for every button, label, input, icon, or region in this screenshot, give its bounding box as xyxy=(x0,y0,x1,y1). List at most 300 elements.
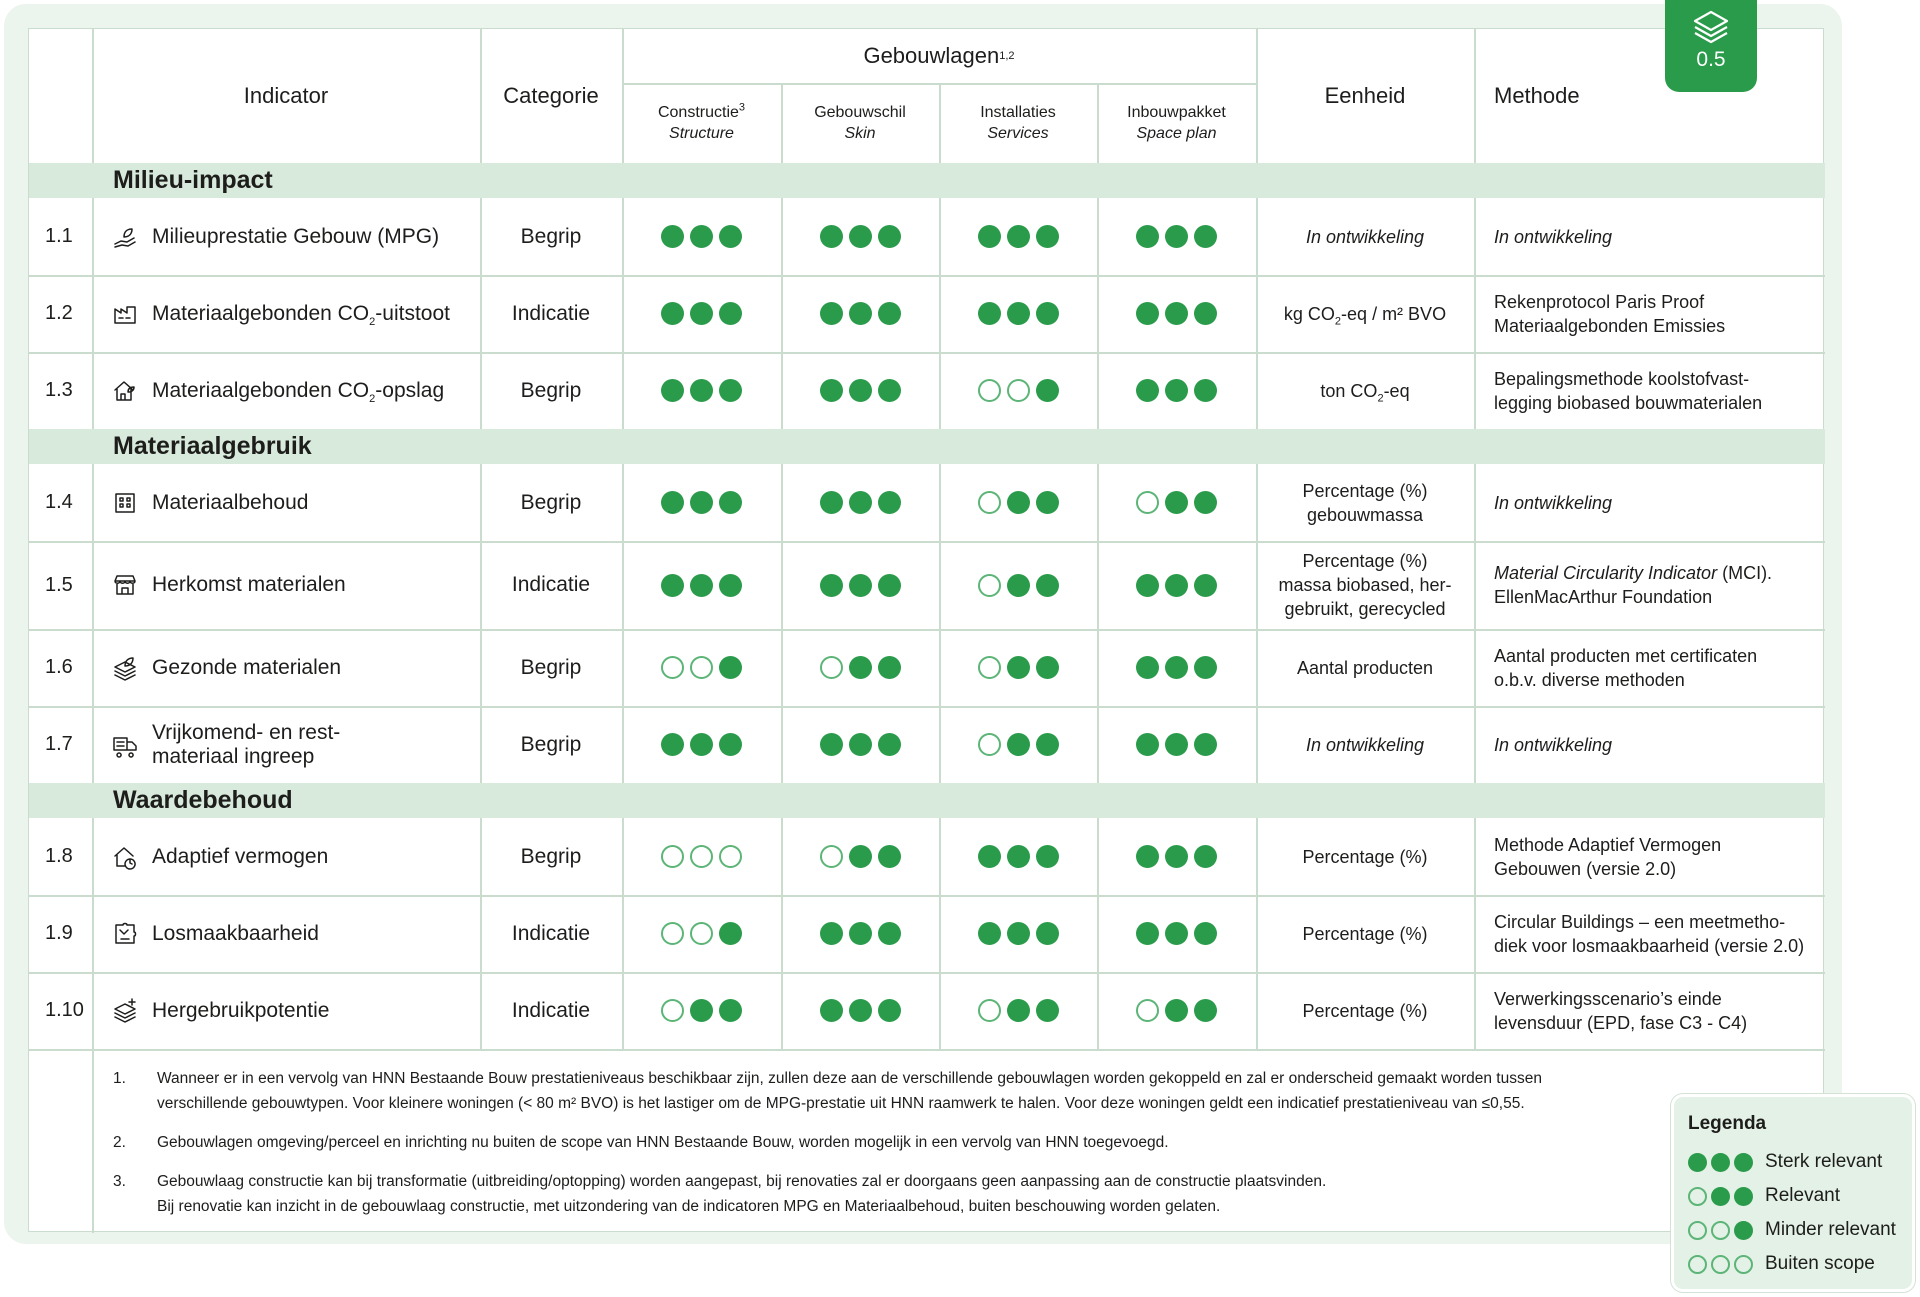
header-indicator-label: Indicator xyxy=(243,83,329,108)
footnote-number: 3. xyxy=(113,1173,126,1190)
relevance-dots xyxy=(978,491,1059,514)
filled-dot xyxy=(1036,656,1059,679)
category-label: Begrip xyxy=(520,490,582,514)
filled-dot xyxy=(1036,574,1059,597)
empty-dot xyxy=(1136,491,1159,514)
filled-dot xyxy=(849,999,872,1022)
relevance-dots xyxy=(1688,1187,1753,1206)
legend-item xyxy=(1688,1213,1898,1247)
section-title: Materiaalgebruik xyxy=(113,432,312,460)
layer-name-en: Structure xyxy=(669,125,734,142)
empty-dot xyxy=(1136,999,1159,1022)
layer-relevance xyxy=(622,464,781,541)
layer-relevance xyxy=(939,541,1097,629)
footnote-text: Bij renovatie kan inzicht in de gebouwlaag constructie, met uitzondering van de indicatoren MPG en Materiaalbehoud, buiten beschouwing worden gelaten. xyxy=(157,1198,1221,1215)
header-indicator xyxy=(92,29,480,163)
filled-dot xyxy=(690,733,713,756)
filled-dot xyxy=(661,302,684,325)
footnote-text: Gebouwlaag constructie kan bij transformatie (uitbreiding/optopping) worden aangepast, bij renovaties zal er doorgaans geen aanpassing aan de constructie plaatsvinden. xyxy=(157,1173,1327,1190)
layer-name-nl: Inbouwpakket xyxy=(1127,104,1226,121)
method xyxy=(1474,629,1825,706)
layer-relevance xyxy=(622,972,781,1049)
layer-relevance xyxy=(1097,464,1256,541)
filled-dot xyxy=(661,733,684,756)
filled-dot xyxy=(849,225,872,248)
filled-dot xyxy=(1036,999,1059,1022)
method-text: Circular Buildings – een meetmetho- xyxy=(1494,911,1786,932)
relevance-dots xyxy=(661,379,742,402)
filled-dot xyxy=(719,656,742,679)
filled-dot xyxy=(719,379,742,402)
filled-dot xyxy=(661,225,684,248)
subscript: 2 xyxy=(369,392,376,405)
filled-dot xyxy=(878,656,901,679)
filled-dot xyxy=(878,574,901,597)
unit-text: In ontwikkeling xyxy=(1305,226,1425,247)
unit xyxy=(1256,464,1474,541)
header-layer xyxy=(939,83,1097,163)
layer-relevance xyxy=(939,198,1097,275)
filled-dot xyxy=(690,999,713,1022)
relevance-dots xyxy=(820,491,901,514)
filled-dot xyxy=(1036,922,1059,945)
empty-dot xyxy=(1688,1255,1707,1274)
legend xyxy=(1671,1094,1915,1292)
header-methode xyxy=(1474,29,1825,163)
filled-dot xyxy=(661,491,684,514)
section-title: Waardebehoud xyxy=(113,786,293,814)
filled-dot xyxy=(878,922,901,945)
relevance-dots xyxy=(978,922,1059,945)
filled-dot xyxy=(1194,574,1217,597)
filled-dot xyxy=(820,225,843,248)
layer-relevance xyxy=(1097,541,1256,629)
empty-dot xyxy=(719,845,742,868)
relevance-dots xyxy=(1136,999,1217,1022)
legend-label: Sterk relevant xyxy=(1765,1151,1883,1172)
unit-text: Percentage (%) xyxy=(1302,846,1428,867)
filled-dot xyxy=(1136,845,1159,868)
layer-relevance xyxy=(781,629,939,706)
layer-relevance xyxy=(622,275,781,352)
row-number xyxy=(29,198,92,275)
empty-dot xyxy=(690,845,713,868)
header-categorie-label: Categorie xyxy=(503,83,599,108)
relevance-dots xyxy=(820,225,901,248)
filled-dot xyxy=(1136,656,1159,679)
method xyxy=(1474,895,1825,972)
legend-item xyxy=(1688,1247,1898,1281)
section-header xyxy=(29,783,1825,818)
filled-dot xyxy=(1165,379,1188,402)
layer-relevance xyxy=(781,464,939,541)
relevance-dots xyxy=(1136,302,1217,325)
category-label: Indicatie xyxy=(511,301,591,325)
method-text: Materiaalgebonden Emissies xyxy=(1494,315,1726,336)
category xyxy=(480,818,622,895)
filled-dot xyxy=(1165,733,1188,756)
method xyxy=(1474,706,1825,783)
filled-dot xyxy=(820,302,843,325)
filled-dot xyxy=(1007,491,1030,514)
layer-relevance xyxy=(622,895,781,972)
relevance-dots xyxy=(1136,733,1217,756)
unit-text: ton CO xyxy=(1320,380,1378,401)
unit-text: Percentage (%) xyxy=(1302,551,1428,571)
filled-dot xyxy=(1194,656,1217,679)
footnotes xyxy=(113,1066,1613,1233)
unit-text: Percentage (%) xyxy=(1302,1000,1428,1021)
section-header xyxy=(29,429,1825,464)
filled-dot xyxy=(1165,922,1188,945)
layer-relevance xyxy=(622,198,781,275)
row-number-label: 1.1 xyxy=(45,225,73,247)
relevance-dots xyxy=(661,845,742,868)
empty-dot xyxy=(1734,1255,1753,1274)
filled-dot xyxy=(661,574,684,597)
method-text: In ontwikkeling xyxy=(1494,734,1613,755)
unit xyxy=(1256,972,1474,1049)
filled-dot xyxy=(661,379,684,402)
relevance-dots xyxy=(820,733,901,756)
building-blocks-icon xyxy=(112,490,138,516)
section-title: Milieu-impact xyxy=(113,166,273,194)
filled-dot xyxy=(1734,1153,1753,1172)
indicator-name xyxy=(92,352,480,429)
method xyxy=(1474,198,1825,275)
indicator-text: -opslag xyxy=(375,378,445,402)
layer-relevance xyxy=(1097,706,1256,783)
empty-dot xyxy=(978,999,1001,1022)
category-label: Indicatie xyxy=(511,921,591,945)
filled-dot xyxy=(978,302,1001,325)
row-number xyxy=(29,464,92,541)
indicator-name xyxy=(92,275,480,352)
category-label: Begrip xyxy=(520,655,582,679)
empty-dot xyxy=(1007,379,1030,402)
filled-dot xyxy=(820,922,843,945)
filled-dot xyxy=(878,302,901,325)
filled-dot xyxy=(1734,1221,1753,1240)
legend-label: Buiten scope xyxy=(1765,1253,1875,1274)
filled-dot xyxy=(1165,656,1188,679)
filled-dot xyxy=(1036,302,1059,325)
filled-dot xyxy=(690,574,713,597)
header-methode-label: Methode xyxy=(1494,83,1580,108)
layer-relevance xyxy=(939,275,1097,352)
category-label: Begrip xyxy=(520,224,582,248)
filled-dot xyxy=(978,225,1001,248)
relevance-dots xyxy=(1136,491,1217,514)
filled-dot xyxy=(1136,574,1159,597)
relevance-dots xyxy=(1136,845,1217,868)
layer-relevance xyxy=(939,706,1097,783)
filled-dot xyxy=(849,302,872,325)
layer-relevance xyxy=(1097,818,1256,895)
empty-dot xyxy=(978,379,1001,402)
legend-item xyxy=(1688,1145,1898,1179)
relevance-dots xyxy=(978,302,1059,325)
relevance-dots xyxy=(1136,225,1217,248)
version-label: 0.5 xyxy=(1696,48,1726,71)
layer-relevance xyxy=(1097,895,1256,972)
relevance-dots xyxy=(661,999,742,1022)
relevance-dots xyxy=(978,574,1059,597)
filled-dot xyxy=(690,491,713,514)
layer-name-en: Services xyxy=(987,125,1049,142)
method-text: Gebouwen (versie 2.0) xyxy=(1494,858,1677,879)
layers-leaf-icon xyxy=(112,655,138,681)
relevance-dots xyxy=(1688,1153,1753,1172)
indicator-text: Adaptief vermogen xyxy=(152,844,329,868)
method-text: Bepalingsmethode koolstofvast- xyxy=(1494,368,1750,389)
relevance-dots xyxy=(978,845,1059,868)
filled-dot xyxy=(719,574,742,597)
footnote xyxy=(113,1130,1613,1155)
indicator-name xyxy=(92,541,480,629)
row-number-label: 1.8 xyxy=(45,845,73,867)
method xyxy=(1474,352,1825,429)
filled-dot xyxy=(1165,999,1188,1022)
layer-name-en: Skin xyxy=(844,125,876,142)
row-number-label: 1.2 xyxy=(45,302,73,324)
layer-relevance xyxy=(939,818,1097,895)
empty-dot xyxy=(978,574,1001,597)
method-text: In ontwikkeling xyxy=(1494,492,1613,513)
house-leaf-icon xyxy=(112,378,138,404)
header-layer xyxy=(622,83,781,163)
filled-dot xyxy=(690,302,713,325)
indicator-name xyxy=(92,464,480,541)
layer-relevance xyxy=(1097,275,1256,352)
empty-dot xyxy=(661,845,684,868)
unit-text: massa biobased, her- xyxy=(1278,575,1452,595)
layer-relevance xyxy=(781,352,939,429)
indicator-text: Materiaalgebonden CO xyxy=(152,301,370,325)
filled-dot xyxy=(1194,302,1217,325)
legend-label: Relevant xyxy=(1765,1185,1840,1206)
indicator-text: Herkomst materialen xyxy=(152,573,346,596)
category-label: Begrip xyxy=(520,732,582,756)
filled-dot xyxy=(1194,225,1217,248)
row-number-label: 1.9 xyxy=(45,922,73,944)
relevance-dots xyxy=(1688,1255,1753,1274)
filled-dot xyxy=(820,491,843,514)
empty-dot xyxy=(820,656,843,679)
empty-dot xyxy=(1688,1187,1707,1206)
filled-dot xyxy=(1007,656,1030,679)
filled-dot xyxy=(878,999,901,1022)
filled-dot xyxy=(878,845,901,868)
category-label: Begrip xyxy=(520,378,582,402)
subscript: 2 xyxy=(1334,315,1342,328)
method xyxy=(1474,275,1825,352)
header-eenheid-label: Eenheid xyxy=(1324,83,1406,108)
filled-dot xyxy=(1007,574,1030,597)
row-number xyxy=(29,706,92,783)
empty-dot xyxy=(978,733,1001,756)
method-text: Material Circularity Indicator xyxy=(1494,563,1718,583)
layer-relevance xyxy=(939,629,1097,706)
layers-plus-icon xyxy=(112,998,138,1024)
unit xyxy=(1256,629,1474,706)
filled-dot xyxy=(1036,845,1059,868)
filled-dot xyxy=(1007,733,1030,756)
indicator-name xyxy=(92,972,480,1049)
page-frame xyxy=(4,4,1842,1244)
relevance-dots xyxy=(661,922,742,945)
footnote-text: verschillende gebouwtypen. Voor kleinere woningen (< 80 m² BVO) is het lastiger om de MPG-prestatie uit HNN raamwerk te halen. Voor deze woningen geldt een indicatief prestatieniveau van ≤0,55. xyxy=(157,1095,1525,1112)
relevance-dots xyxy=(661,574,742,597)
empty-dot xyxy=(690,656,713,679)
indicator-text: Hergebruikpotentie xyxy=(152,998,330,1022)
empty-dot xyxy=(661,999,684,1022)
method-text: Rekenprotocol Paris Proof xyxy=(1494,291,1705,312)
version-badge xyxy=(1665,0,1757,92)
filled-dot xyxy=(719,302,742,325)
filled-dot xyxy=(690,379,713,402)
indicator-text: Materiaalgebonden CO xyxy=(152,378,370,402)
relevance-dots xyxy=(978,733,1059,756)
relevance-dots xyxy=(820,574,901,597)
filled-dot xyxy=(1007,302,1030,325)
unit xyxy=(1256,818,1474,895)
header-gebouwlagen: Gebouwlagen 1,2 xyxy=(863,43,1015,68)
header-categorie xyxy=(480,29,622,163)
method xyxy=(1474,972,1825,1049)
filled-dot xyxy=(1136,302,1159,325)
relevance-dots xyxy=(1136,922,1217,945)
relevance-dots xyxy=(661,491,742,514)
footnote-number: 1. xyxy=(113,1070,126,1087)
indicator-text: Materiaalbehoud xyxy=(152,490,309,514)
method-text: Aantal producten met certificaten xyxy=(1494,645,1758,666)
category xyxy=(480,352,622,429)
filled-dot xyxy=(978,845,1001,868)
method-text: o.b.v. diverse methoden xyxy=(1494,669,1685,690)
legend-item xyxy=(1688,1179,1898,1213)
category-label: Begrip xyxy=(520,844,582,868)
layers-icon xyxy=(1692,10,1730,44)
filled-dot xyxy=(719,225,742,248)
filled-dot xyxy=(1194,845,1217,868)
filled-dot xyxy=(820,999,843,1022)
row-number-label: 1.7 xyxy=(45,733,73,755)
unit xyxy=(1256,275,1474,352)
relevance-dots xyxy=(1136,379,1217,402)
empty-dot xyxy=(978,491,1001,514)
empty-dot xyxy=(1711,1255,1730,1274)
category-label: Indicatie xyxy=(511,998,591,1022)
filled-dot xyxy=(1136,225,1159,248)
method-text: levensduur (EPD, fase C3 - C4) xyxy=(1494,1012,1748,1033)
header-gebouwlagen-label: Gebouwlagen xyxy=(863,43,1000,68)
method-text: (MCI). xyxy=(1717,563,1773,583)
subscript: 2 xyxy=(369,315,376,328)
row-number-label: 1.5 xyxy=(45,573,73,596)
layer-relevance xyxy=(781,706,939,783)
filled-dot xyxy=(1136,733,1159,756)
shop-icon xyxy=(112,572,138,598)
filled-dot xyxy=(878,225,901,248)
filled-dot xyxy=(719,922,742,945)
subscript: 2 xyxy=(1377,392,1384,405)
filled-dot xyxy=(820,733,843,756)
filled-dot xyxy=(1194,733,1217,756)
row-number-label: 1.4 xyxy=(45,491,73,513)
row-number xyxy=(29,818,92,895)
row-number xyxy=(29,352,92,429)
unit-text: Percentage (%) xyxy=(1302,923,1428,944)
row-number-label: 1.10 xyxy=(45,999,84,1021)
row-number xyxy=(29,275,92,352)
category xyxy=(480,464,622,541)
filled-dot xyxy=(1007,922,1030,945)
unit-text: gebruikt, gerecycled xyxy=(1284,599,1446,619)
layer-relevance xyxy=(939,972,1097,1049)
row-number xyxy=(29,895,92,972)
footnote-text: Gebouwlagen omgeving/perceel en inrichting nu buiten de scope van HNN Bestaande Bouw, worden mogelijk in een vervolg van HNN toegevoegd. xyxy=(157,1134,1169,1151)
footnote xyxy=(113,1066,1613,1116)
filled-dot xyxy=(849,379,872,402)
category xyxy=(480,541,622,629)
layer-relevance xyxy=(781,895,939,972)
legend-label: Minder relevant xyxy=(1765,1219,1896,1240)
unit-text: gebouwmassa xyxy=(1306,504,1424,525)
empty-dot xyxy=(820,845,843,868)
unit-text: Aantal producten xyxy=(1296,657,1434,678)
indicator-text: Losmaakbaarheid xyxy=(152,921,319,945)
category xyxy=(480,275,622,352)
relevance-dots xyxy=(978,225,1059,248)
filled-dot xyxy=(1036,733,1059,756)
relevance-dots xyxy=(978,656,1059,679)
section-header xyxy=(29,163,1825,198)
footnote-number: 2. xyxy=(113,1134,126,1151)
filled-dot xyxy=(1136,922,1159,945)
indicator-name xyxy=(92,629,480,706)
layer-relevance xyxy=(781,818,939,895)
layer-name-nl: Constructie xyxy=(657,104,739,121)
category xyxy=(480,198,622,275)
empty-dot xyxy=(978,656,1001,679)
layer-relevance xyxy=(622,818,781,895)
method-text: In ontwikkeling xyxy=(1494,226,1613,247)
category xyxy=(480,706,622,783)
house-clock-icon xyxy=(112,844,138,870)
filled-dot xyxy=(1165,491,1188,514)
footnote-text: Wanneer er in een vervolg van HNN Bestaande Bouw prestatieniveaus beschikbaar zijn, zullen deze aan de verschillende gebouwlagen worden gekoppeld en zal er onderscheid gemaakt worden tussen xyxy=(157,1070,1542,1087)
unit xyxy=(1256,541,1474,629)
filled-dot xyxy=(820,379,843,402)
layer-relevance xyxy=(781,198,939,275)
puzzle-icon xyxy=(112,921,138,947)
layer-name-nl: Installaties xyxy=(980,104,1056,121)
filled-dot xyxy=(1711,1187,1730,1206)
indicator-name xyxy=(92,198,480,275)
relevance-dots xyxy=(820,656,901,679)
layer-relevance xyxy=(1097,972,1256,1049)
filled-dot xyxy=(849,574,872,597)
filled-dot xyxy=(820,574,843,597)
relevance-dots xyxy=(1688,1221,1753,1240)
relevance-dots xyxy=(1136,574,1217,597)
filled-dot xyxy=(978,922,1001,945)
unit-text: -eq / m² BVO xyxy=(1341,303,1447,324)
footnote xyxy=(113,1169,1613,1219)
row-number-label: 1.6 xyxy=(45,656,73,678)
relevance-dots xyxy=(661,225,742,248)
